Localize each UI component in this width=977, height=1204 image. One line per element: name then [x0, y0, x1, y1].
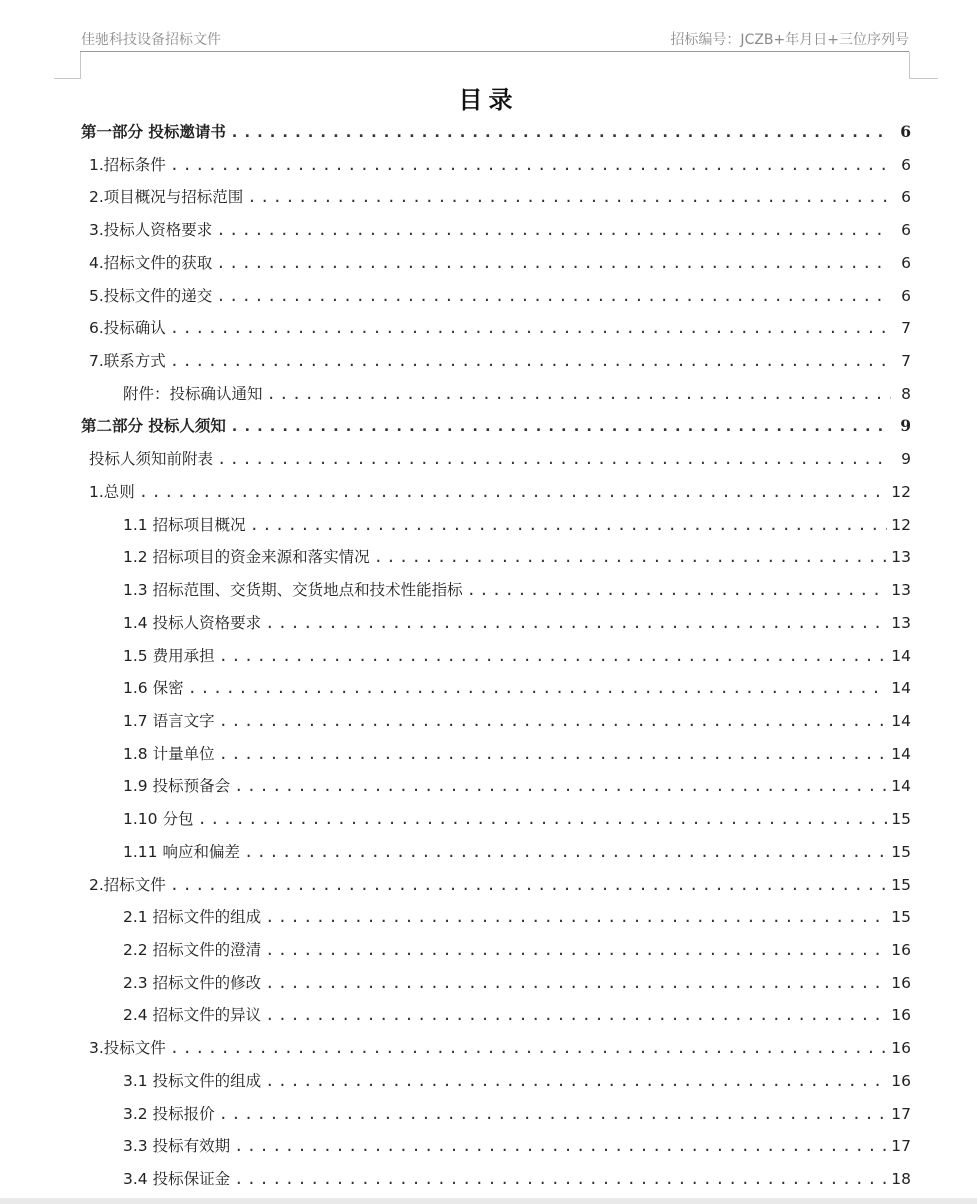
toc-entry[interactable]: [89, 185, 911, 209]
toc-entry[interactable]: [123, 971, 911, 995]
toc-dot-leader: [234, 1170, 887, 1188]
toc-dot-leader: [374, 548, 888, 566]
toc-entry-page-number: 14: [891, 646, 911, 665]
toc-entry[interactable]: [123, 742, 911, 766]
toc-entry-page-number: 12: [891, 515, 911, 534]
toc-entry[interactable]: [89, 480, 911, 504]
toc-entry[interactable]: [89, 1036, 911, 1060]
toc-dot-leader: [244, 843, 887, 861]
toc-entry-page-number: 12: [891, 482, 911, 501]
toc-dot-leader: [265, 1006, 887, 1024]
header-right-text: 招标编号：JCZB+年月日+三位序列号: [670, 32, 909, 48]
toc-dot-leader: [170, 876, 887, 894]
toc-entry-label: 2.1 招标文件的组成: [123, 908, 262, 927]
toc-dot-leader: [219, 1105, 888, 1123]
margin-corner-left-v: [80, 52, 81, 79]
toc-entry-page-number: 16: [891, 941, 911, 959]
header-rule: [80, 51, 909, 52]
margin-corner-right-v: [909, 52, 910, 79]
toc-entry-label: 2.项目概况与招标范围: [89, 188, 244, 207]
toc-entry[interactable]: [123, 644, 911, 668]
toc-dot-leader: [234, 777, 887, 795]
toc-entry-page-number: 13: [891, 548, 911, 567]
toc-entry-label: 3.4 投标保证金: [123, 1170, 231, 1189]
toc-entry-page-number: 17: [891, 1137, 911, 1156]
toc-dot-leader: [230, 417, 891, 435]
toc-entry[interactable]: [123, 905, 911, 929]
toc-entry-label: 2.2 招标文件的澄清: [123, 941, 262, 959]
toc-dot-leader: [219, 647, 888, 665]
toc-dot-leader: [265, 614, 887, 632]
toc-entry-label: 1.总则: [89, 482, 135, 501]
toc-dot-leader: [139, 483, 887, 501]
toc-entry-page-number: 14: [891, 744, 911, 763]
toc-entry[interactable]: [89, 447, 911, 471]
toc-entry-label: 4.招标文件的获取: [89, 253, 213, 272]
toc-entry-page-number: 14: [891, 777, 911, 796]
toc-dot-leader: [267, 385, 891, 403]
toc-entry[interactable]: [123, 1003, 911, 1027]
toc-entry-label: 1.5 费用承担: [123, 646, 215, 665]
toc-entry[interactable]: [123, 578, 911, 602]
toc-entry[interactable]: [123, 938, 911, 962]
toc-dot-leader: [170, 352, 891, 370]
toc-entry-label: 投标人须知前附表: [89, 450, 214, 469]
toc-dot-leader: [170, 319, 891, 337]
toc-entry[interactable]: [123, 545, 911, 569]
toc-entry-page-number: 14: [891, 711, 911, 730]
toc-entry-page-number: 6: [900, 122, 911, 141]
toc-entry-label: 第二部分 投标人须知: [81, 416, 226, 436]
toc-entry-label: 1.8 计量单位: [123, 744, 215, 763]
toc-entry-page-number: 14: [891, 679, 911, 698]
toc-entry[interactable]: [123, 676, 911, 700]
header-left-text: 佳驰科技设备招标文件: [81, 32, 221, 48]
toc-entry-label: 3.投标人资格要求: [89, 221, 213, 240]
toc-entry-label: 3.2 投标报价: [123, 1104, 215, 1123]
toc-entry-page-number: 16: [891, 1071, 911, 1090]
toc-entry-label: 1.6 保密: [123, 679, 184, 698]
toc-entry-page-number: 17: [891, 1104, 911, 1123]
toc-entry-label: 5.投标文件的递交: [89, 286, 213, 305]
toc-dot-leader: [216, 221, 891, 239]
toc-dot-leader: [467, 581, 888, 599]
toc-dot-leader: [170, 156, 891, 174]
toc-entry-label: 第一部分 投标邀请书: [81, 122, 226, 141]
toc-entry[interactable]: [81, 414, 911, 438]
toc-dot-leader: [197, 810, 887, 828]
toc-entry-label: 1.3 招标范围、交货期、交货地点和技术性能指标: [123, 581, 463, 600]
toc-entry-page-number: 6: [901, 155, 911, 174]
toc-entry-page-number: 6: [901, 221, 911, 240]
toc-entry-page-number: 8: [901, 384, 911, 403]
toc-entry[interactable]: [123, 709, 911, 733]
toc-entry-page-number: 7: [901, 352, 911, 371]
toc-entry-label: 1.11 响应和偏差: [123, 842, 240, 861]
toc-dot-leader: [217, 450, 891, 468]
toc-dot-leader: [188, 679, 888, 697]
toc-entry-page-number: 15: [891, 875, 911, 894]
toc-dot-leader: [265, 908, 887, 926]
toc-entry[interactable]: [89, 251, 911, 275]
toc-entry[interactable]: [123, 1167, 911, 1191]
toc-dot-leader: [265, 1072, 887, 1090]
margin-corner-right-h: [910, 78, 938, 79]
toc-entry-label: 1.7 语言文字: [123, 711, 215, 730]
toc-entry-label: 1.9 投标预备会: [123, 777, 231, 796]
toc-entry[interactable]: [123, 840, 911, 864]
toc-entry[interactable]: [81, 120, 911, 144]
toc-dot-leader: [170, 1039, 887, 1057]
toc-entry[interactable]: [123, 1069, 911, 1093]
toc-entry-label: 1.4 投标人资格要求: [123, 613, 262, 632]
toc-entry-page-number: 18: [891, 1170, 911, 1189]
toc-entry-label: 1.10 分包: [123, 810, 194, 829]
toc-entry[interactable]: [89, 873, 911, 897]
toc-dot-leader: [247, 188, 891, 206]
toc-entry-label: 3.3 投标有效期: [123, 1137, 231, 1156]
toc-entry-label: 1.2 招标项目的资金来源和落实情况: [123, 548, 370, 567]
toc-entry-label: 3.1 投标文件的组成: [123, 1071, 262, 1090]
margin-corner-left-h: [54, 78, 80, 79]
toc-entry[interactable]: [89, 349, 911, 373]
toc-dot-leader: [216, 287, 891, 305]
toc-entry-label: 2.招标文件: [89, 875, 166, 894]
toc-entry[interactable]: [123, 1134, 911, 1158]
toc-dot-leader: [219, 745, 888, 763]
toc-entry-label: 附件：投标确认通知: [123, 384, 263, 403]
toc-entry[interactable]: [123, 611, 911, 635]
toc-entry-page-number: 9: [901, 450, 911, 469]
toc-entry[interactable]: [123, 382, 911, 406]
toc-entry[interactable]: [89, 153, 911, 177]
toc-entry-page-number: 9: [900, 416, 911, 436]
toc-dot-leader: [250, 516, 888, 534]
toc-entry[interactable]: [123, 1102, 911, 1126]
toc-entry-page-number: 16: [891, 973, 911, 992]
toc-dot-leader: [230, 123, 891, 141]
toc-entry-page-number: 16: [891, 1039, 911, 1058]
toc-entry-label: 7.联系方式: [89, 352, 166, 371]
toc-entry[interactable]: [123, 774, 911, 798]
toc-entry[interactable]: [123, 807, 911, 831]
toc-entry-page-number: 15: [891, 908, 911, 927]
toc-entry-page-number: 15: [891, 810, 911, 829]
toc-entry-page-number: 13: [891, 613, 911, 632]
toc-dot-leader: [219, 712, 888, 730]
page-gap: [0, 1198, 977, 1204]
toc-entry-label: 1.招标条件: [89, 155, 166, 174]
toc-dot-leader: [216, 254, 891, 272]
toc-entry-page-number: 16: [891, 1006, 911, 1025]
toc-dot-leader: [265, 974, 887, 992]
toc-entry-page-number: 6: [901, 286, 911, 305]
toc-entry-page-number: 6: [901, 253, 911, 272]
toc-entry-page-number: 13: [891, 581, 911, 600]
toc-entry-label: 1.1 招标项目概况: [123, 515, 246, 534]
toc-entry-label: 6.投标确认: [89, 319, 166, 338]
toc-entry[interactable]: [89, 284, 911, 308]
toc-dot-leader: [265, 941, 887, 959]
toc-entry-page-number: 6: [901, 188, 911, 207]
toc-entry[interactable]: [89, 316, 911, 340]
toc-entry-page-number: 15: [891, 842, 911, 861]
toc-entry-label: 3.投标文件: [89, 1039, 166, 1058]
toc-dot-leader: [234, 1137, 887, 1155]
toc-entry-label: 2.4 招标文件的异议: [123, 1006, 262, 1025]
toc-entry-page-number: 7: [901, 319, 911, 338]
toc-entry[interactable]: [89, 218, 911, 242]
toc-title: 目录: [458, 85, 519, 114]
toc-entry[interactable]: [123, 513, 911, 537]
toc-entry-label: 2.3 招标文件的修改: [123, 973, 262, 992]
